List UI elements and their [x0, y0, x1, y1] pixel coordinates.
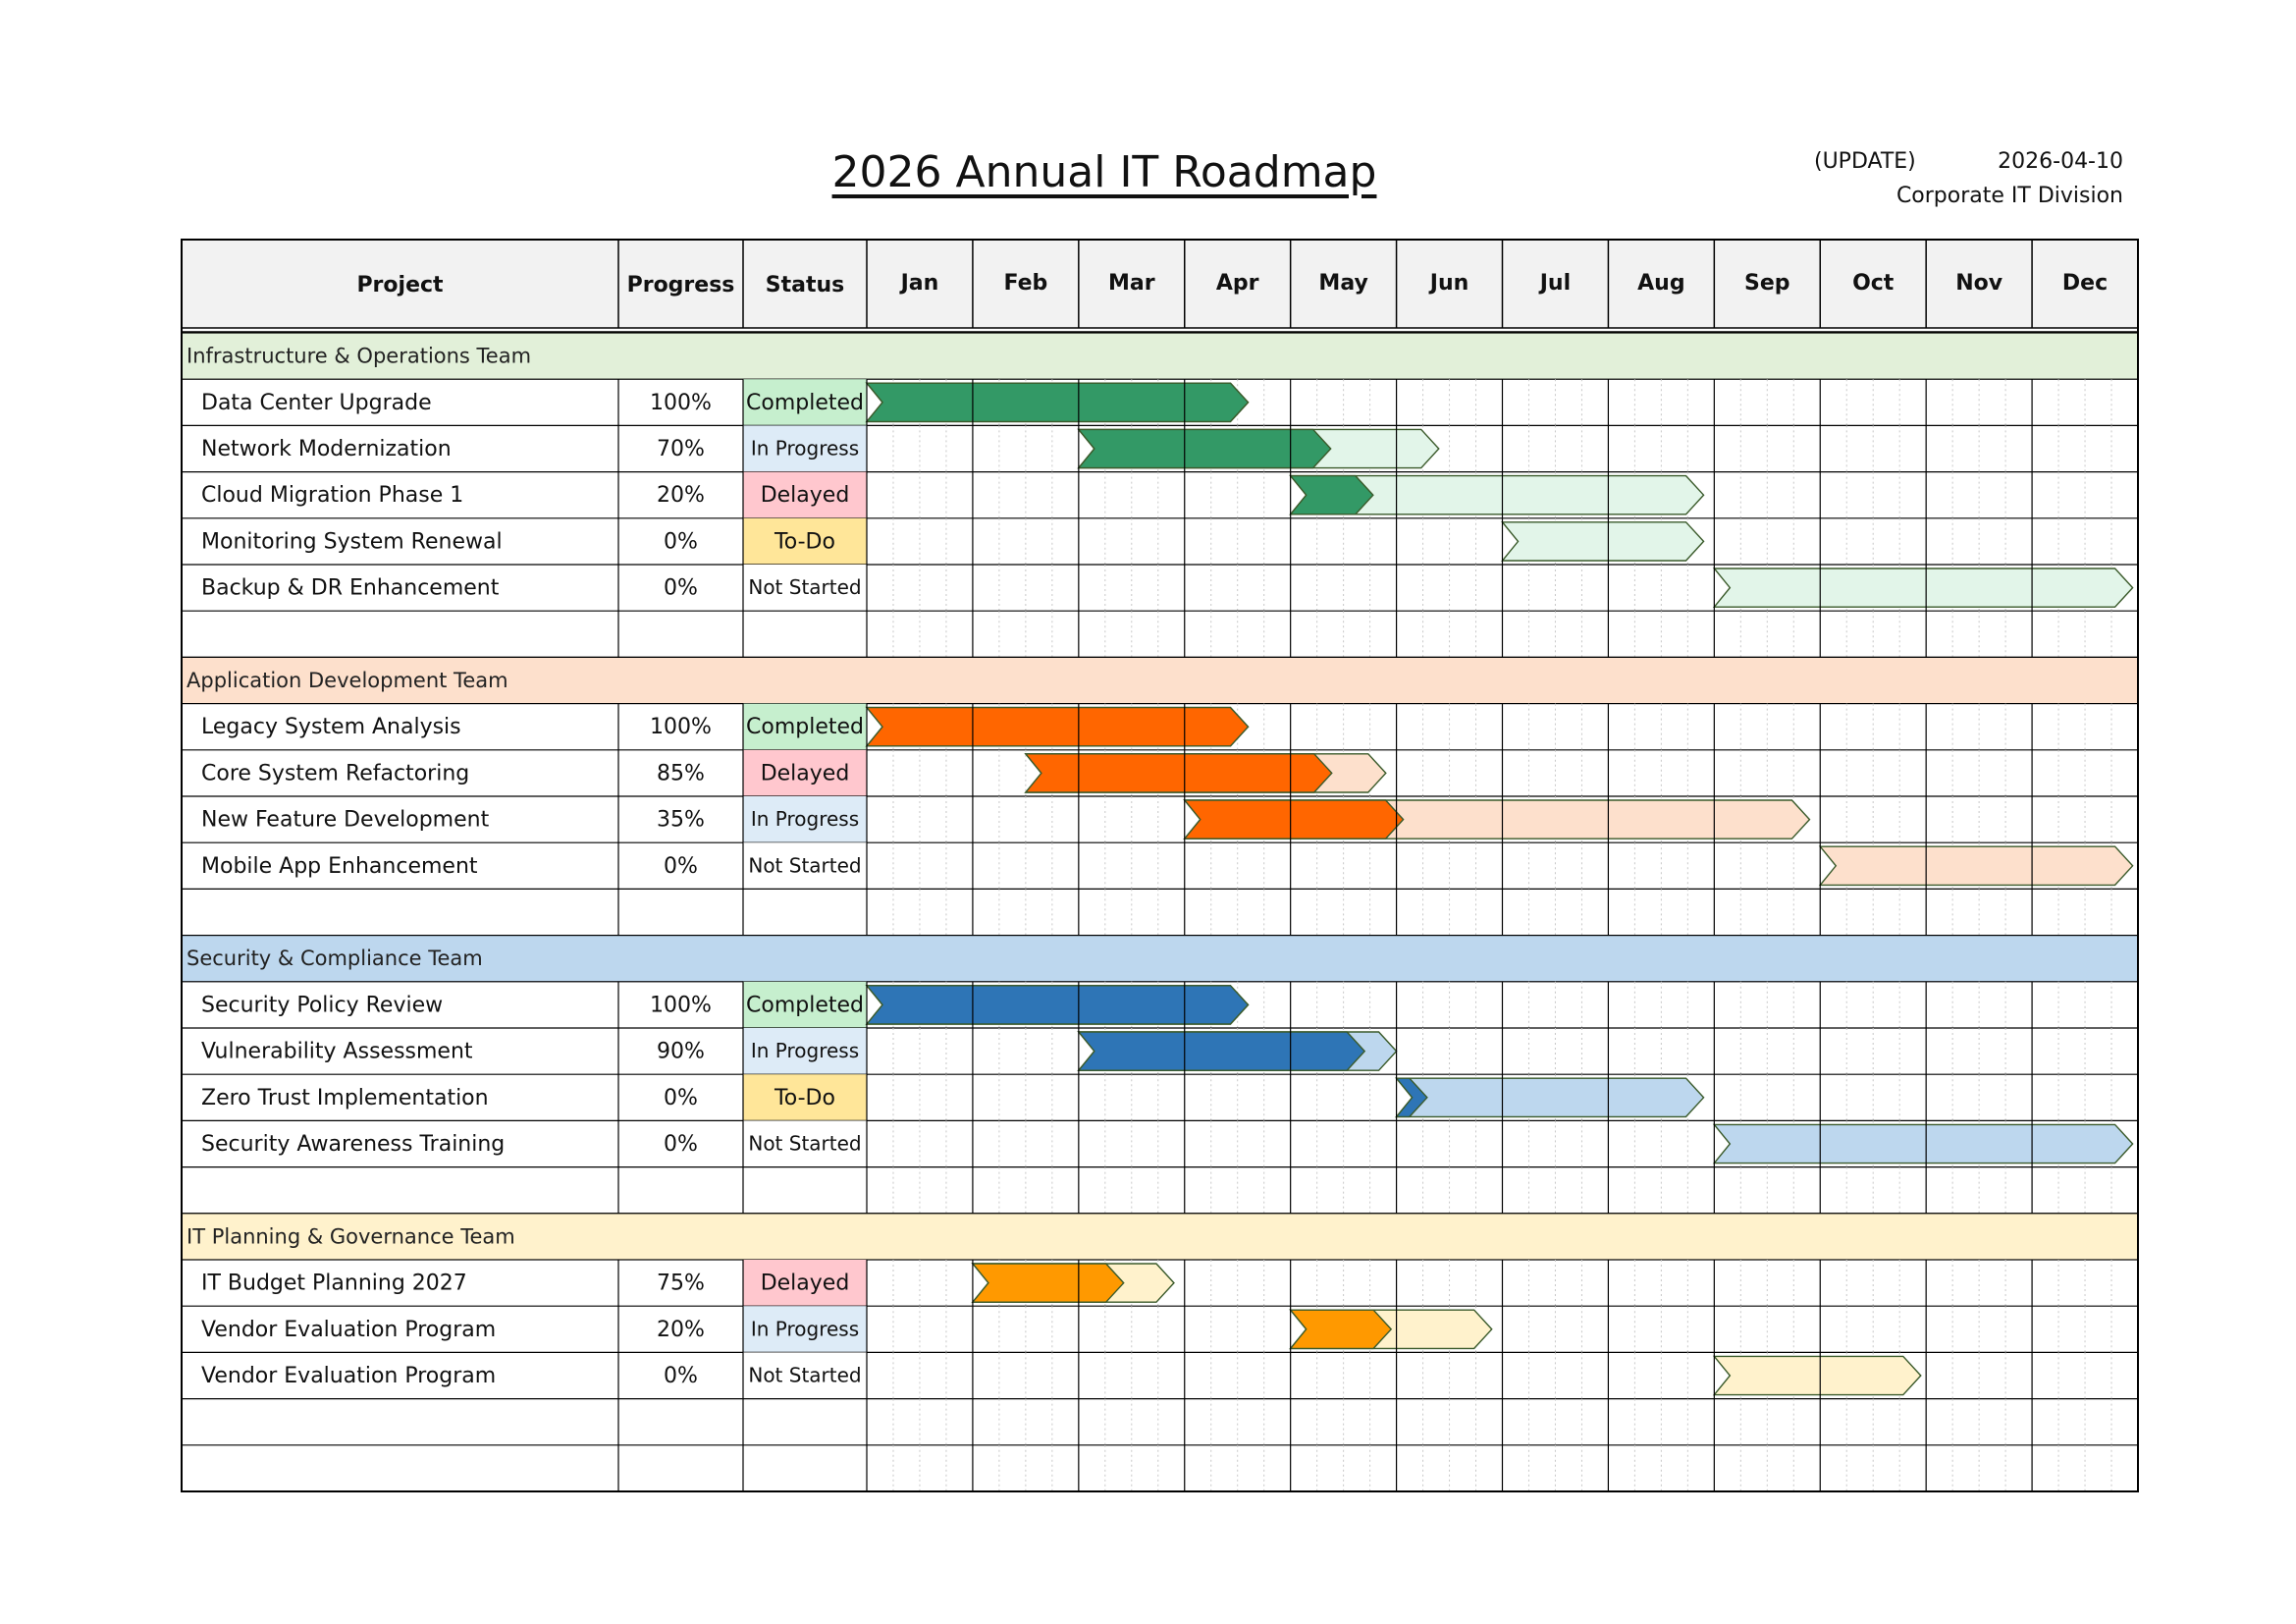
project-name: Vulnerability Assessment	[201, 1039, 473, 1064]
team-name: Infrastructure & Operations Team	[187, 344, 532, 368]
page-title: 2026 Annual IT Roadmap	[831, 147, 1377, 197]
project-name: Mobile App Enhancement	[201, 853, 478, 879]
progress-value: 100%	[650, 390, 712, 415]
status-badge: Delayed	[760, 483, 850, 509]
status-badge: In Progress	[750, 436, 860, 460]
project-name: Core System Refactoring	[201, 761, 470, 786]
project-name: Zero Trust Implementation	[201, 1085, 489, 1110]
project-name: New Feature Development	[201, 807, 490, 833]
column-header-project: Project	[356, 273, 444, 298]
task-progress-fill	[1291, 476, 1373, 514]
status-badge: To-Do	[774, 1085, 835, 1110]
header-row	[182, 240, 2138, 328]
team-name: Security & Compliance Team	[187, 947, 483, 971]
task-bar	[1714, 568, 2132, 607]
progress-value: 0%	[664, 1364, 698, 1388]
status-badge: Delayed	[760, 1271, 850, 1296]
progress-value: 70%	[657, 437, 705, 461]
task-bar	[1503, 522, 1704, 561]
task-progress-fill	[867, 708, 1249, 746]
task-progress-fill	[1291, 1310, 1392, 1348]
status-badge: Completed	[746, 715, 864, 740]
update-date: 2026-04-10	[1998, 149, 2123, 174]
status-badge: Not Started	[748, 853, 862, 878]
project-name: Monitoring System Renewal	[201, 529, 503, 555]
task-progress-fill	[1026, 754, 1332, 792]
column-header-progress: Progress	[626, 273, 735, 298]
column-header-month: Nov	[1955, 271, 2003, 296]
status-badge: Completed	[746, 390, 864, 415]
column-header-month: Sep	[1744, 271, 1790, 296]
task-progress-fill	[867, 986, 1249, 1024]
progress-value: 85%	[657, 761, 705, 786]
task-progress-fill	[973, 1264, 1124, 1302]
status-badge: In Progress	[750, 807, 860, 832]
progress-value: 0%	[664, 1132, 698, 1157]
status-badge: Not Started	[748, 1363, 862, 1387]
task-bar	[1714, 1356, 1920, 1394]
column-header-status: Status	[765, 273, 845, 298]
progress-value: 20%	[657, 1317, 705, 1342]
task-bar	[1397, 1078, 1704, 1116]
project-name: Vendor Evaluation Program	[201, 1364, 497, 1388]
status-badge: In Progress	[750, 1039, 860, 1063]
status-badge: Not Started	[748, 1131, 862, 1156]
column-header-month: Jan	[900, 271, 939, 296]
project-name: IT Budget Planning 2027	[201, 1271, 467, 1296]
column-header-month: Mar	[1107, 271, 1155, 296]
update-label: (UPDATE)	[1814, 149, 1916, 174]
status-badge: To-Do	[774, 529, 835, 555]
progress-value: 75%	[657, 1271, 705, 1296]
column-header-month: Jun	[1429, 271, 1469, 296]
task-bar	[1820, 846, 2132, 885]
task-progress-fill	[1079, 1032, 1364, 1070]
project-name: Security Awareness Training	[201, 1132, 506, 1157]
progress-value: 90%	[657, 1039, 705, 1064]
status-badge: Not Started	[748, 575, 862, 600]
project-name: Data Center Upgrade	[201, 390, 432, 415]
project-name: Vendor Evaluation Program	[201, 1317, 497, 1342]
column-header-month: Feb	[1003, 271, 1048, 296]
project-name: Backup & DR Enhancement	[201, 575, 500, 601]
progress-value: 0%	[664, 529, 698, 555]
column-header-month: Oct	[1852, 271, 1895, 296]
project-name: Security Policy Review	[201, 993, 444, 1018]
project-name: Legacy System Analysis	[201, 715, 461, 740]
project-name: Cloud Migration Phase 1	[201, 483, 464, 509]
progress-value: 0%	[664, 575, 698, 601]
division-label: Corporate IT Division	[1896, 184, 2123, 208]
team-name: Application Development Team	[187, 669, 508, 692]
progress-value: 100%	[650, 715, 712, 740]
project-name: Network Modernization	[201, 437, 452, 461]
progress-value: 35%	[657, 807, 705, 833]
column-header-month: Dec	[2061, 271, 2109, 296]
task-progress-fill	[867, 383, 1249, 421]
progress-value: 0%	[664, 853, 698, 879]
column-header-month: Jul	[1539, 271, 1572, 296]
progress-value: 0%	[664, 1085, 698, 1110]
progress-value: 100%	[650, 993, 712, 1018]
progress-value: 20%	[657, 483, 705, 509]
task-bar	[1714, 1124, 2132, 1163]
column-header-month: Apr	[1215, 271, 1259, 296]
column-header-month: May	[1318, 271, 1368, 296]
task-progress-fill	[1185, 800, 1404, 839]
status-badge: Completed	[746, 993, 864, 1018]
team-name: IT Planning & Governance Team	[187, 1224, 515, 1249]
status-badge: In Progress	[750, 1317, 860, 1341]
status-badge: Delayed	[760, 761, 850, 786]
column-header-month: Aug	[1637, 271, 1685, 296]
task-progress-fill	[1079, 429, 1331, 467]
